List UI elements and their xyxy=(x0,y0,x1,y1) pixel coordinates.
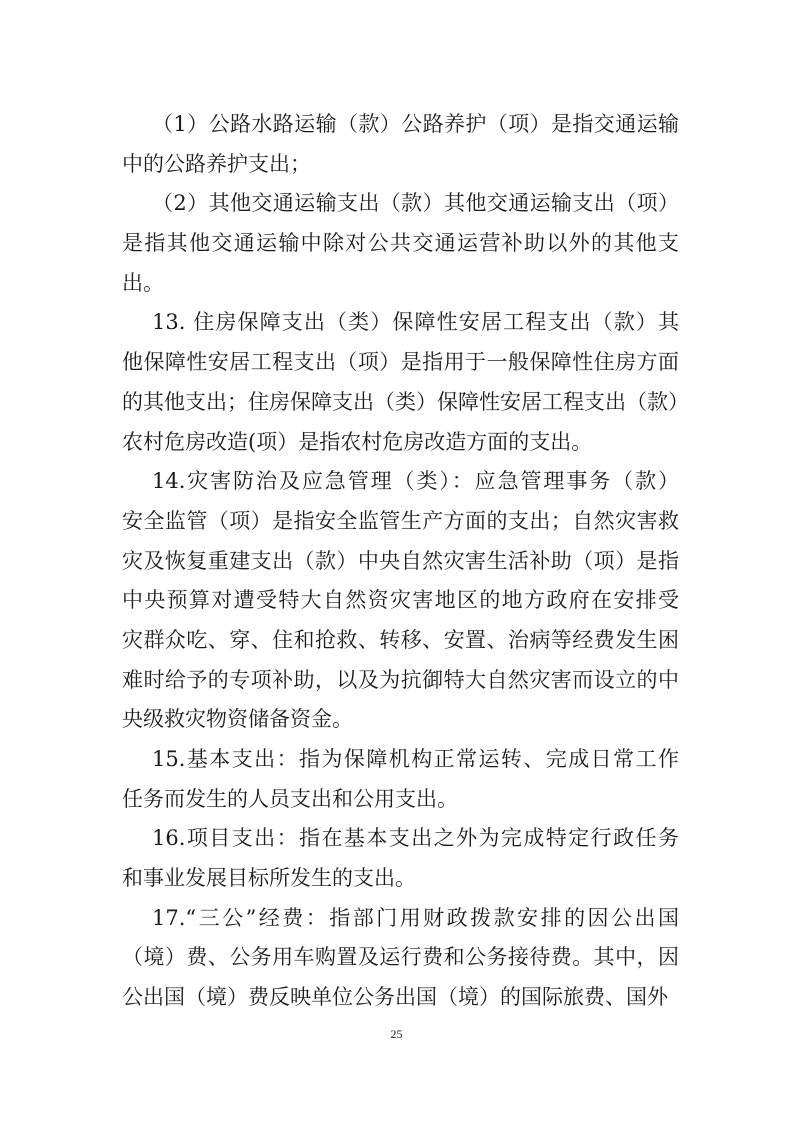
text-line: 15.基本支出：指为保障机构正常运转、完成日常工作 xyxy=(152,747,679,771)
paragraph xyxy=(122,740,679,819)
paragraph xyxy=(122,819,679,898)
paragraph xyxy=(122,184,679,303)
text-line: 灾及恢复重建支出（款）中央自然灾害生活补助（项）是指 xyxy=(122,548,679,573)
text-line: 公出国（境）费反映单位公务出国（境）的国际旅费、国外 xyxy=(122,985,668,1010)
text-line: （境）费、公务用车购置及运行费和公务接待费。其中，因 xyxy=(122,945,679,970)
text-line: 难时给予的专项补助，以及为抗御特大自然灾害而设立的中 xyxy=(122,667,679,692)
text-line: 和事业发展目标所发生的支出。 xyxy=(122,866,416,891)
text-line: 13. 住房保障支出（类）保障性安居工程支出（款）其 xyxy=(152,310,679,335)
page-number: 25 xyxy=(390,1027,403,1041)
text-line: 农村危房改造(项）是指农村危房改造方面的支出。 xyxy=(122,429,593,454)
text-line: 17.“三公”经费：指部门用财政拨款安排的因公出国 xyxy=(152,905,679,930)
body-text xyxy=(122,105,689,1018)
text-line: 16.项目支出：指在基本支出之外为完成特定行政任务 xyxy=(152,826,679,851)
text-line: 他保障性安居工程支出（项）是指用于一般保障性住房方面 xyxy=(122,350,679,375)
paragraph xyxy=(122,303,689,462)
paragraph xyxy=(122,899,679,1018)
text-line: 是指其他交通运输中除对公共交通运营补助以外的其他支 xyxy=(122,231,679,256)
paragraph xyxy=(122,462,679,740)
text-line: 灾群众吃、穿、住和抢救、转移、安置、治病等经费发生困 xyxy=(122,627,679,652)
paragraph xyxy=(122,105,679,184)
text-line: 的其他支出；住房保障支出（类）保障性安居工程支出（款） xyxy=(122,389,689,414)
text-line: 中的公路养护支出； xyxy=(122,151,311,176)
text-line: 中央预算对遭受特大自然资灾害地区的地方政府在安排受 xyxy=(122,588,679,613)
text-line: 任务而发生的人员支出和公用支出。 xyxy=(122,786,458,811)
text-line: 出。 xyxy=(122,270,164,295)
text-line: （1）公路水路运输（款）公路养护（项）是指交通运输 xyxy=(152,112,679,136)
text-line: （2）其他交通运输支出（款）其他交通运输支出（项） xyxy=(152,191,679,216)
text-line: 安全监管（项）是指安全监管生产方面的支出；自然灾害救 xyxy=(122,508,679,533)
text-line: 14.灾害防治及应急管理（类）：应急管理事务（款） xyxy=(152,469,679,494)
text-line: 央级救灾物资储备资金。 xyxy=(122,707,353,732)
